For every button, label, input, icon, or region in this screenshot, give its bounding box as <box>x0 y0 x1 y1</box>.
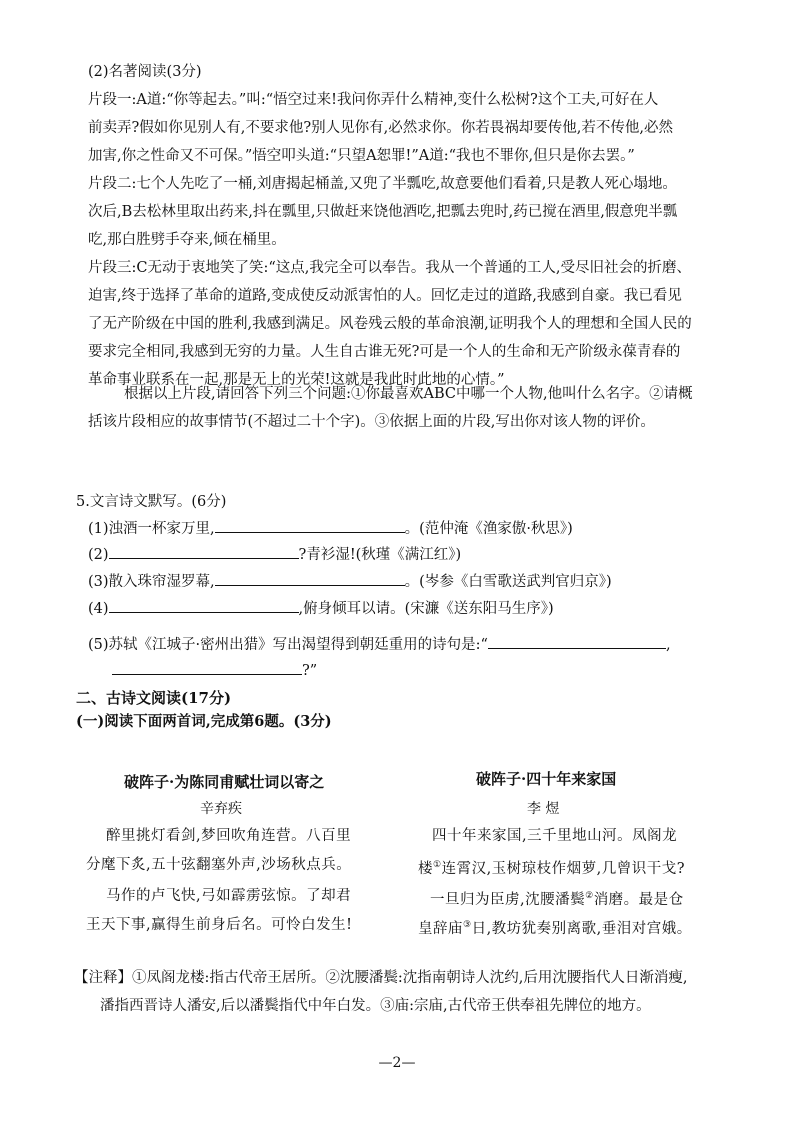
fragment-3-line: 了无产阶级在中国的胜利,我感到满足。风卷残云般的革命浪潮,证明我个人的理想和全国人民的 <box>88 316 692 332</box>
fragment-2-line: 吃,那白胜劈手夺来,倾在桶里。 <box>88 232 286 248</box>
poem-2-line <box>418 855 685 879</box>
q5-item-2 <box>88 544 461 565</box>
answer-blank-3[interactable] <box>215 571 405 586</box>
section-heading: (2)名著阅读(3分) <box>88 64 202 80</box>
fragment-3-line: 迫害,终于选择了革命的道路,变成使反动派害怕的人。回忆走过的道路,我感到自豪。我已看见 <box>88 288 682 304</box>
poem-2-text: 日,教坊犹奏别离歌,垂泪对宫娥。 <box>471 920 692 937</box>
q5-item-1 <box>88 518 573 539</box>
q5-item-5-comma: , <box>665 637 671 653</box>
q5-item-3-prefix: (3)散入珠帘湿罗幕, <box>88 574 215 590</box>
page-number: —2— <box>378 1055 416 1071</box>
answer-blank-2[interactable] <box>109 544 299 559</box>
footnote-marker: ③ <box>463 920 472 930</box>
q5-item-3-suffix: 。(岑参《白雪歌送武判官归京》) <box>404 574 612 590</box>
q5-item-5-cont <box>112 660 317 681</box>
q5-heading: 5.文言诗文默写。(6分) <box>76 494 227 510</box>
footnote-marker: ① <box>433 860 442 870</box>
answer-blank-5b[interactable] <box>112 660 302 675</box>
q5-item-5-end: ?” <box>302 663 318 679</box>
poem-2-text: 一旦归为臣虏,沈腰潘鬓 <box>430 891 586 908</box>
poem-1-line: 马作的卢飞快,弓如霹雳弦惊。了却君 <box>106 888 352 904</box>
poem-2-text: 楼 <box>418 860 433 877</box>
fragment-3-line: 片段三:C无动于衷地笑了笑:“这点,我完全可以奉告。我从一个普通的工人,受尽旧社会的折磨、 <box>88 260 691 276</box>
q5-item-1-prefix: (1)浊酒一杯家万里, <box>88 521 215 537</box>
q5-item-2-suffix: ?青衫湿!(秋瑾《满江红》) <box>298 547 462 563</box>
fragment-1-line: 片段一:A道:“你等起去。”叫:“悟空过来!我问你弄什么精神,变什么松树?这个工夫,可好在人 <box>88 92 659 108</box>
poem-2-text: 消磨。最是仓 <box>593 891 684 908</box>
q5-item-3 <box>88 571 612 592</box>
poem-1-title: 破阵子·为陈同甫赋壮词以寄之 <box>124 773 325 791</box>
question-line: 根据以上片段,请回答下列三个问题:①你最喜欢ABC中哪一个人物,他叫什么名字。②请概 <box>124 386 693 402</box>
poem-2-line <box>430 886 684 910</box>
poem-2-author: 李 煜 <box>527 801 560 817</box>
poem-2-title: 破阵子·四十年来家国 <box>476 770 617 788</box>
q5-item-5-prefix: (5)苏轼《江城子·密州出猎》写出渴望得到朝廷重用的诗句是:“ <box>88 637 488 653</box>
q5-item-1-suffix: 。(范仲淹《渔家傲·秋思》) <box>404 521 573 537</box>
answer-blank-1[interactable] <box>215 518 405 533</box>
fragment-2-line: 次后,B去松林里取出药来,抖在瓢里,只做赶来饶他酒吃,把瓢去兜时,药已搅在酒里,假意兜半瓢 <box>88 204 678 220</box>
q5-item-4-suffix: ,俯身倾耳以请。(宋濂《送东阳马生序》) <box>298 601 554 617</box>
footnote-marker: ② <box>585 891 594 901</box>
poem-1-author: 辛弃疾 <box>200 801 242 817</box>
poem-2-text: 连霄汉,玉树琼枝作烟萝,几曾识干戈? <box>441 860 686 877</box>
answer-blank-5a[interactable] <box>488 634 666 649</box>
answer-blank-4[interactable] <box>109 598 299 613</box>
poem-1-line: 醉里挑灯看剑,梦回吹角连营。八百里 <box>106 828 352 844</box>
part-heading: 二、古诗文阅读(17分) <box>76 689 232 707</box>
fragment-2-line: 片段二:七个人先吃了一桶,刘唐揭起桶盖,又兜了半瓢吃,故意要他们看着,只是教人死心塌地。 <box>88 176 677 192</box>
q5-item-2-prefix: (2) <box>88 547 109 563</box>
fragment-1-line: 加害,你之性命又不可保。”悟空叩头道:“只望A恕罪!”A道:“我也不罪你,但只是你去罢。” <box>88 148 635 164</box>
q5-item-5 <box>88 634 671 655</box>
fragment-3-line: 革命事业联系在一起,那是无上的光荣!这就是我此时此地的心情。” <box>88 372 505 388</box>
poem-2-text: 皇辞庙 <box>418 920 463 937</box>
fragment-3-line: 要求完全相同,我感到无穷的力量。人生自古谁无死?可是一个人的生命和无产阶级永葆青春的 <box>88 344 681 360</box>
question-line: 括该片段相应的故事情节(不超过二十个字)。③依据上面的片段,写出你对该人物的评价。 <box>88 414 655 430</box>
poem-1-line: 分麾下炙,五十弦翻塞外声,沙场秋点兵。 <box>86 857 352 873</box>
fragment-1-line: 前卖弄?假如你见别人有,不要求他?别人见你有,必然求你。你若畏祸却要传他,若不传他,必然 <box>88 120 673 136</box>
q5-item-4 <box>88 598 554 619</box>
poem-1-line: 王天下事,赢得生前身后名。可怜白发生! <box>86 917 353 933</box>
notes-line: 【注释】①凤阁龙楼:指古代帝王居所。②沈腰潘鬓:沈指南朝诗人沈约,后用沈腰指代人日渐消瘦, <box>74 970 688 986</box>
poem-2-line <box>418 915 692 939</box>
q5-item-4-prefix: (4) <box>88 601 109 617</box>
poem-2-line: 四十年来家国,三千里地山河。凤阁龙 <box>432 828 678 844</box>
part-subheading: (一)阅读下面两首词,完成第6题。(3分) <box>76 713 332 730</box>
notes-line: 潘指西晋诗人潘安,后以潘鬓指代中年白发。③庙:宗庙,古代帝王供奉祖先牌位的地方。 <box>100 998 651 1014</box>
